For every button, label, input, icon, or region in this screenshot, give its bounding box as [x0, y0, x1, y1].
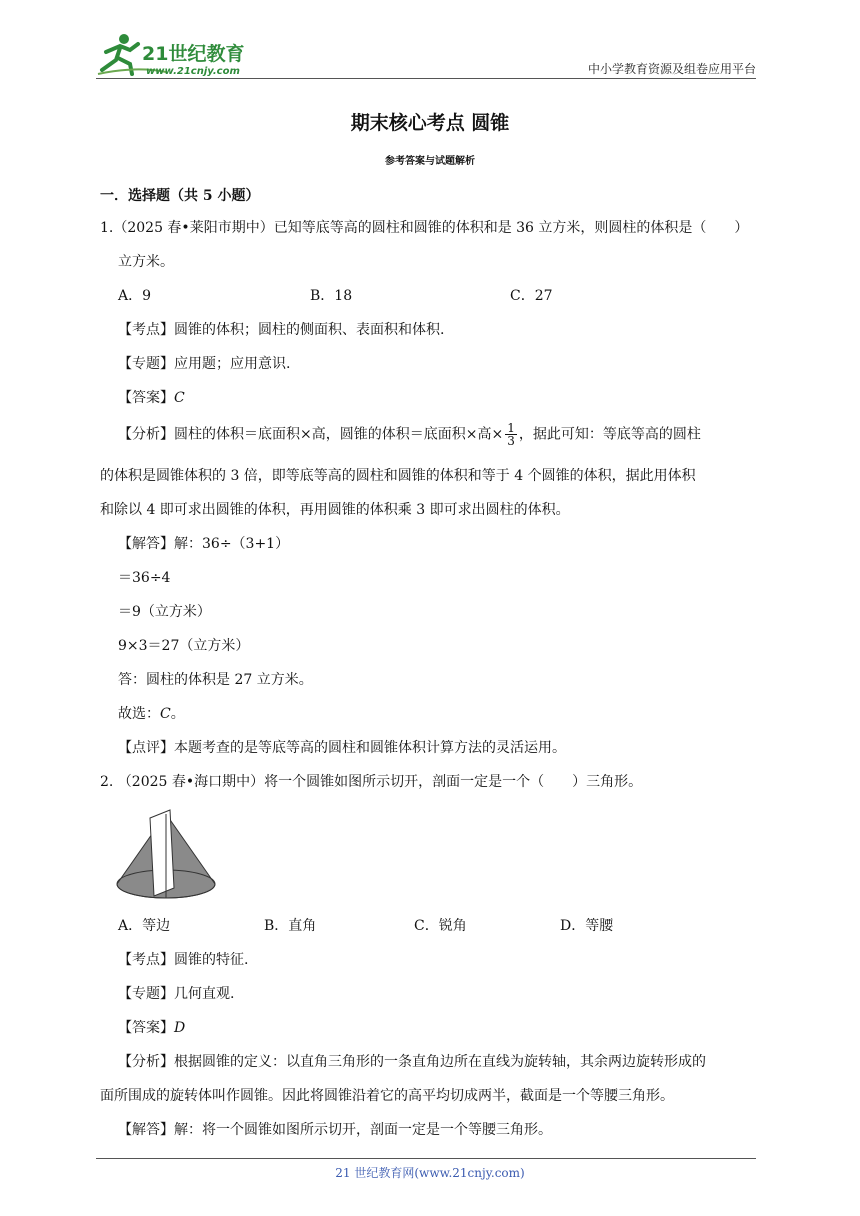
q2-daan-label: 【答案】: [118, 1020, 174, 1036]
q1-jieda-label: 【解答】: [118, 536, 174, 552]
header-divider: [96, 78, 756, 79]
q2-option-b: B．直角: [264, 918, 317, 934]
q1-daan: [118, 388, 185, 408]
page-header: [96, 30, 756, 80]
q1-choose-value: C: [160, 706, 171, 722]
fraction-numerator: 1: [507, 421, 515, 435]
q1-step2: ＝9（立方米）: [118, 604, 211, 620]
q1-stem-line1: 1.（2025 春•莱阳市期中）已知等底等高的圆柱和圆锥的体积和是 36 立方米，则圆柱的体积是（ ）: [100, 220, 749, 236]
q2-jieda-label: 【解答】: [118, 1122, 174, 1138]
q2-option-d: D．等腰: [560, 918, 614, 934]
q1-jieda: [118, 534, 289, 554]
q1-daan-label: 【答案】: [118, 390, 174, 406]
q1-zhuanti: [118, 354, 290, 374]
q2-kaodian-label: 【考点】: [118, 952, 174, 968]
q1-choose-suffix: 。: [170, 706, 185, 722]
q2-kaodian: [118, 950, 248, 970]
q1-zhuanti-text: 应用题；应用意识.: [174, 356, 291, 372]
q1-fenxi-label: 【分析】: [118, 426, 174, 443]
q2-daan: [118, 1018, 185, 1038]
q1-step3: 9×3＝27（立方米）: [118, 638, 250, 654]
q1-daan-text: C: [174, 390, 185, 406]
q2-fenxi-line1: [118, 1052, 706, 1072]
footer-divider: [96, 1158, 756, 1159]
q1-dianping-text: 本题考查的是等底等高的圆柱和圆锥体积计算方法的灵活运用。: [174, 740, 566, 756]
q1-answer: 答：圆柱的体积是 27 立方米。: [118, 672, 313, 688]
platform-name: 中小学教育资源及组卷应用平台: [587, 62, 756, 76]
q1-kaodian: [118, 320, 444, 340]
q2-option-a: A．等边: [118, 918, 171, 934]
q2-zhuanti-text: 几何直观.: [174, 986, 235, 1002]
q1-option-c: C．27: [510, 288, 553, 304]
q2-zhuanti-label: 【专题】: [118, 986, 174, 1002]
cutting-plane: [150, 810, 174, 896]
fraction-one-third: [505, 422, 517, 447]
q2-option-c: C．锐角: [414, 918, 467, 934]
q2-fenxi-line2: 面所围成的旋转体叫作圆锥。因此将圆锥沿着它的高平均切成两半，截面是一个等腰三角形。: [100, 1088, 674, 1104]
q1-jieda-text: 解：36÷（3+1）: [174, 536, 290, 552]
page-subtitle: 参考答案与试题解析: [385, 156, 475, 167]
q2-zhuanti: [118, 984, 234, 1004]
q1-fenxi-line3: 和除以 4 即可求出圆锥的体积，再用圆锥的体积乘 3 即可求出圆柱的体积。: [100, 502, 570, 518]
q1-fenxi-1b: ，据此可知：等底等高的圆柱: [518, 426, 701, 443]
fraction-denominator: 3: [507, 434, 515, 448]
logo: [96, 30, 266, 80]
section-heading: 一．选择题（共 5 小题）: [100, 188, 260, 204]
q2-fenxi-1: 根据圆锥的定义：以直角三角形的一条直角边所在直线为旋转轴，其余两边旋转形成的: [174, 1054, 706, 1070]
q1-dianping: [118, 738, 566, 758]
q2-jieda-text: 解：将一个圆锥如图所示切开，剖面一定是一个等腰三角形。: [174, 1122, 552, 1138]
q2-stem: 2. （2025 春•海口期中）将一个圆锥如图所示切开，剖面一定是一个（ ）三角形。: [100, 774, 643, 790]
logo-text: 21世纪教育: [142, 43, 245, 65]
q2-fenxi-label: 【分析】: [118, 1054, 174, 1070]
q1-dianping-label: 【点评】: [118, 740, 174, 756]
q1-fenxi-line1: [118, 422, 701, 447]
q1-step1: ＝36÷4: [118, 570, 171, 586]
logo-url: www.21cnjy.com: [146, 66, 240, 77]
page-title: 期末核心考点 圆锥: [350, 112, 510, 134]
q2-kaodian-text: 圆锥的特征.: [174, 952, 249, 968]
q2-daan-text: D: [174, 1020, 186, 1036]
q1-option-b: B．18: [310, 288, 353, 304]
q1-choose-prefix: 故选：: [118, 706, 160, 722]
q1-zhuanti-label: 【专题】: [118, 356, 174, 372]
q1-kaodian-label: 【考点】: [118, 322, 174, 338]
q1-fenxi-1a: 圆柱的体积＝底面积×高，圆锥的体积＝底面积×高×: [174, 426, 504, 443]
q1-choose: [118, 704, 185, 724]
q1-kaodian-text: 圆锥的体积；圆柱的侧面积、表面积和体积.: [174, 322, 445, 338]
q1-stem-line2: 立方米。: [118, 254, 174, 270]
page-footer: 21 世纪教育网(www.21cnjy.com): [335, 1166, 525, 1180]
q1-fenxi-line2: 的体积是圆锥体积的 3 倍，即等底等高的圆柱和圆锥的体积和等于 4 个圆锥的体积，据此用体积: [100, 468, 696, 484]
q1-option-a: A．9: [118, 288, 152, 304]
q2-jieda: [118, 1120, 552, 1140]
cone-cut-figure: [114, 808, 224, 900]
